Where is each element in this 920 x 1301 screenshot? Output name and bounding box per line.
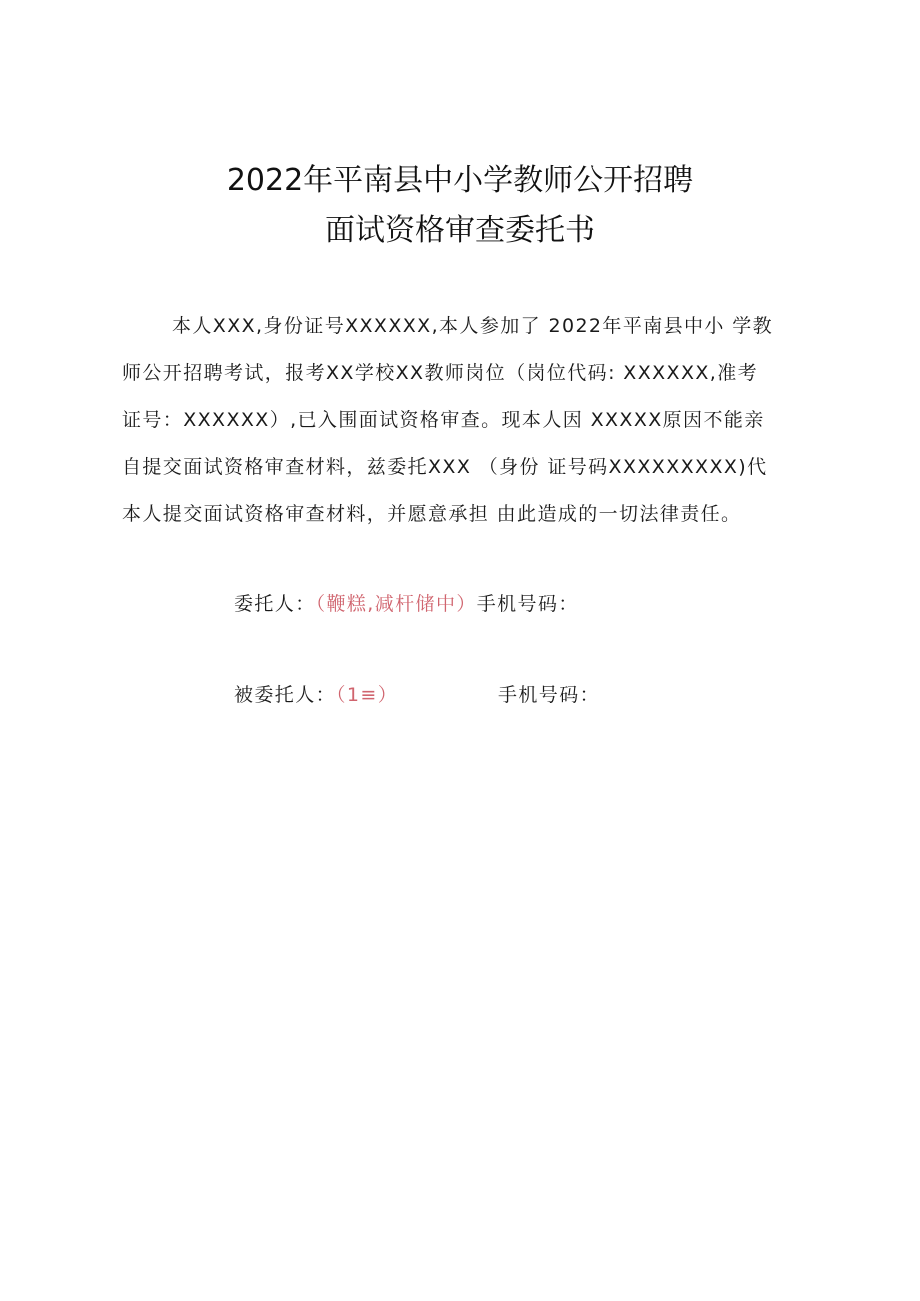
agent-signature-row: [234, 683, 601, 707]
principal-label: 委托人：: [234, 593, 316, 615]
principal-handwritten-name: （鞭糕,减杆储中）: [315, 593, 477, 615]
body-text-line-5: 本人提交面试资格审查材料，并愿意承担 由此造成的一切法律责任。: [122, 503, 742, 525]
principal-phone-label: 手机号码：: [476, 593, 579, 615]
document-title-line-1: 2022年平南县中小学教师公开招聘: [226, 163, 694, 198]
body-text-line-4: 自提交面试资格审查材料，兹委托XXX （身份 证号码XXXXXXXXX)代: [122, 456, 768, 478]
agent-label: 被委托人：: [234, 684, 337, 706]
body-text-line-1: 本人XXX,身份证号XXXXXX,本人参加了 2022年平南县中小 学教: [172, 315, 774, 337]
principal-signature-row: [234, 592, 579, 616]
agent-handwritten-name: （1≡）: [336, 684, 399, 706]
body-text-line-3: 证号：XXXXXX）,已入围面试资格审查。现本人因 XXXXX原因不能亲: [122, 409, 765, 431]
body-text-line-2: 师公开招聘考试，报考XX学校XX教师岗位（岗位代码: XXXXXX,准考: [122, 362, 759, 384]
agent-phone-label: 手机号码：: [498, 684, 601, 706]
document-title-line-2: 面试资格审查委托书: [325, 213, 595, 248]
